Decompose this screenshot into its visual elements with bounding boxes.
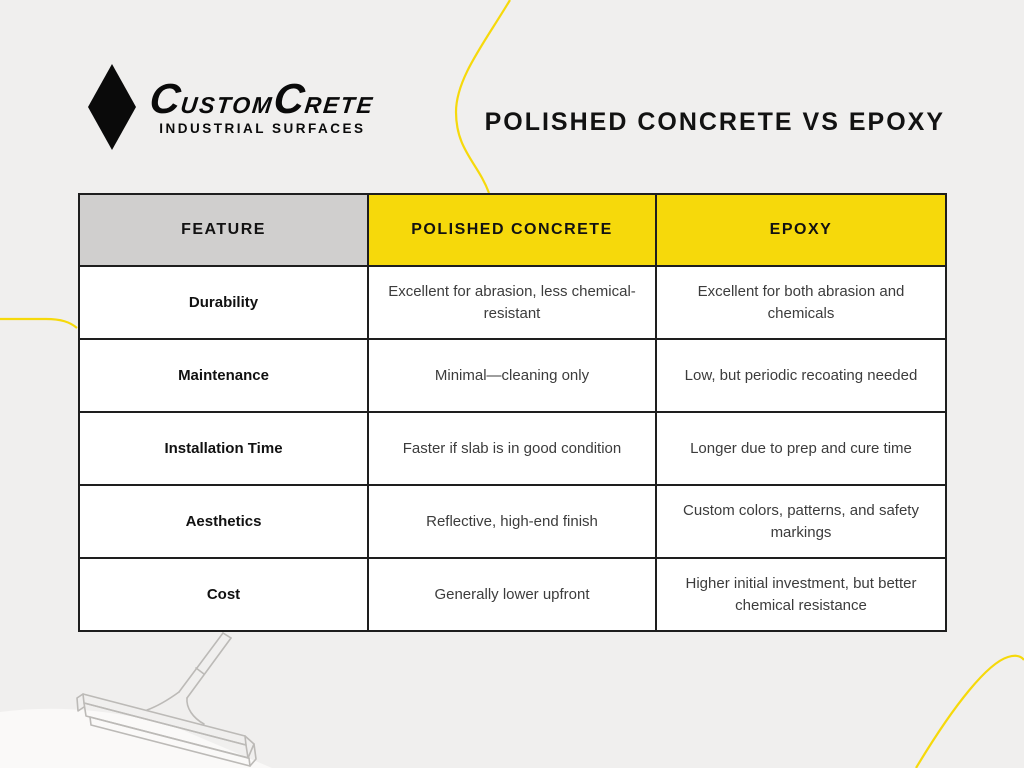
table-header-row	[79, 194, 946, 266]
epoxy-value: Excellent for both abrasion and chemicals	[656, 266, 946, 339]
table-row-maintenance	[79, 339, 946, 412]
comparison-table	[78, 193, 947, 632]
logo-text-block	[147, 75, 376, 136]
squeegee-illustration	[77, 633, 256, 766]
table-row-aesthetics	[79, 485, 946, 558]
table-row-installation-time	[79, 412, 946, 485]
page-title: POLISHED CONCRETE VS EPOXY	[484, 108, 945, 136]
polished-concrete-value: Excellent for abrasion, less chemical-resistant	[368, 266, 656, 339]
logo-wordmark	[147, 75, 377, 122]
feature-label: Cost	[79, 558, 368, 631]
epoxy-value: Longer due to prep and cure time	[656, 412, 946, 485]
header-cell-epoxy: EPOXY	[656, 194, 946, 266]
polished-concrete-value: Minimal—cleaning only	[368, 339, 656, 412]
polished-concrete-value: Faster if slab is in good condition	[368, 412, 656, 485]
white-floor-shape	[0, 709, 272, 768]
header-cell-feature: FEATURE	[79, 194, 368, 266]
table-row-cost	[79, 558, 946, 631]
yellow-curve-top	[456, 0, 510, 193]
diamond-logo-icon	[88, 64, 136, 150]
yellow-curve-left	[0, 319, 77, 328]
table-row-durability	[79, 266, 946, 339]
feature-label: Installation Time	[79, 412, 368, 485]
customcrete-logo	[88, 64, 375, 150]
epoxy-value: Low, but periodic recoating needed	[656, 339, 946, 412]
feature-label: Durability	[79, 266, 368, 339]
polished-concrete-value: Generally lower upfront	[368, 558, 656, 631]
wordmark-letters: USTOM	[179, 92, 275, 118]
wordmark-letter: C	[271, 75, 308, 122]
yellow-curve-bottom-right	[916, 656, 1024, 768]
epoxy-value: Higher initial investment, but better chemical resistance	[656, 558, 946, 631]
wordmark-letters: RETE	[303, 92, 376, 118]
feature-label: Aesthetics	[79, 485, 368, 558]
header-cell-polished-concrete: POLISHED CONCRETE	[368, 194, 656, 266]
feature-label: Maintenance	[79, 339, 368, 412]
logo-tagline: INDUSTRIAL SURFACES	[159, 121, 366, 136]
epoxy-value: Custom colors, patterns, and safety markings	[656, 485, 946, 558]
polished-concrete-value: Reflective, high-end finish	[368, 485, 656, 558]
wordmark-letter: C	[147, 75, 184, 122]
